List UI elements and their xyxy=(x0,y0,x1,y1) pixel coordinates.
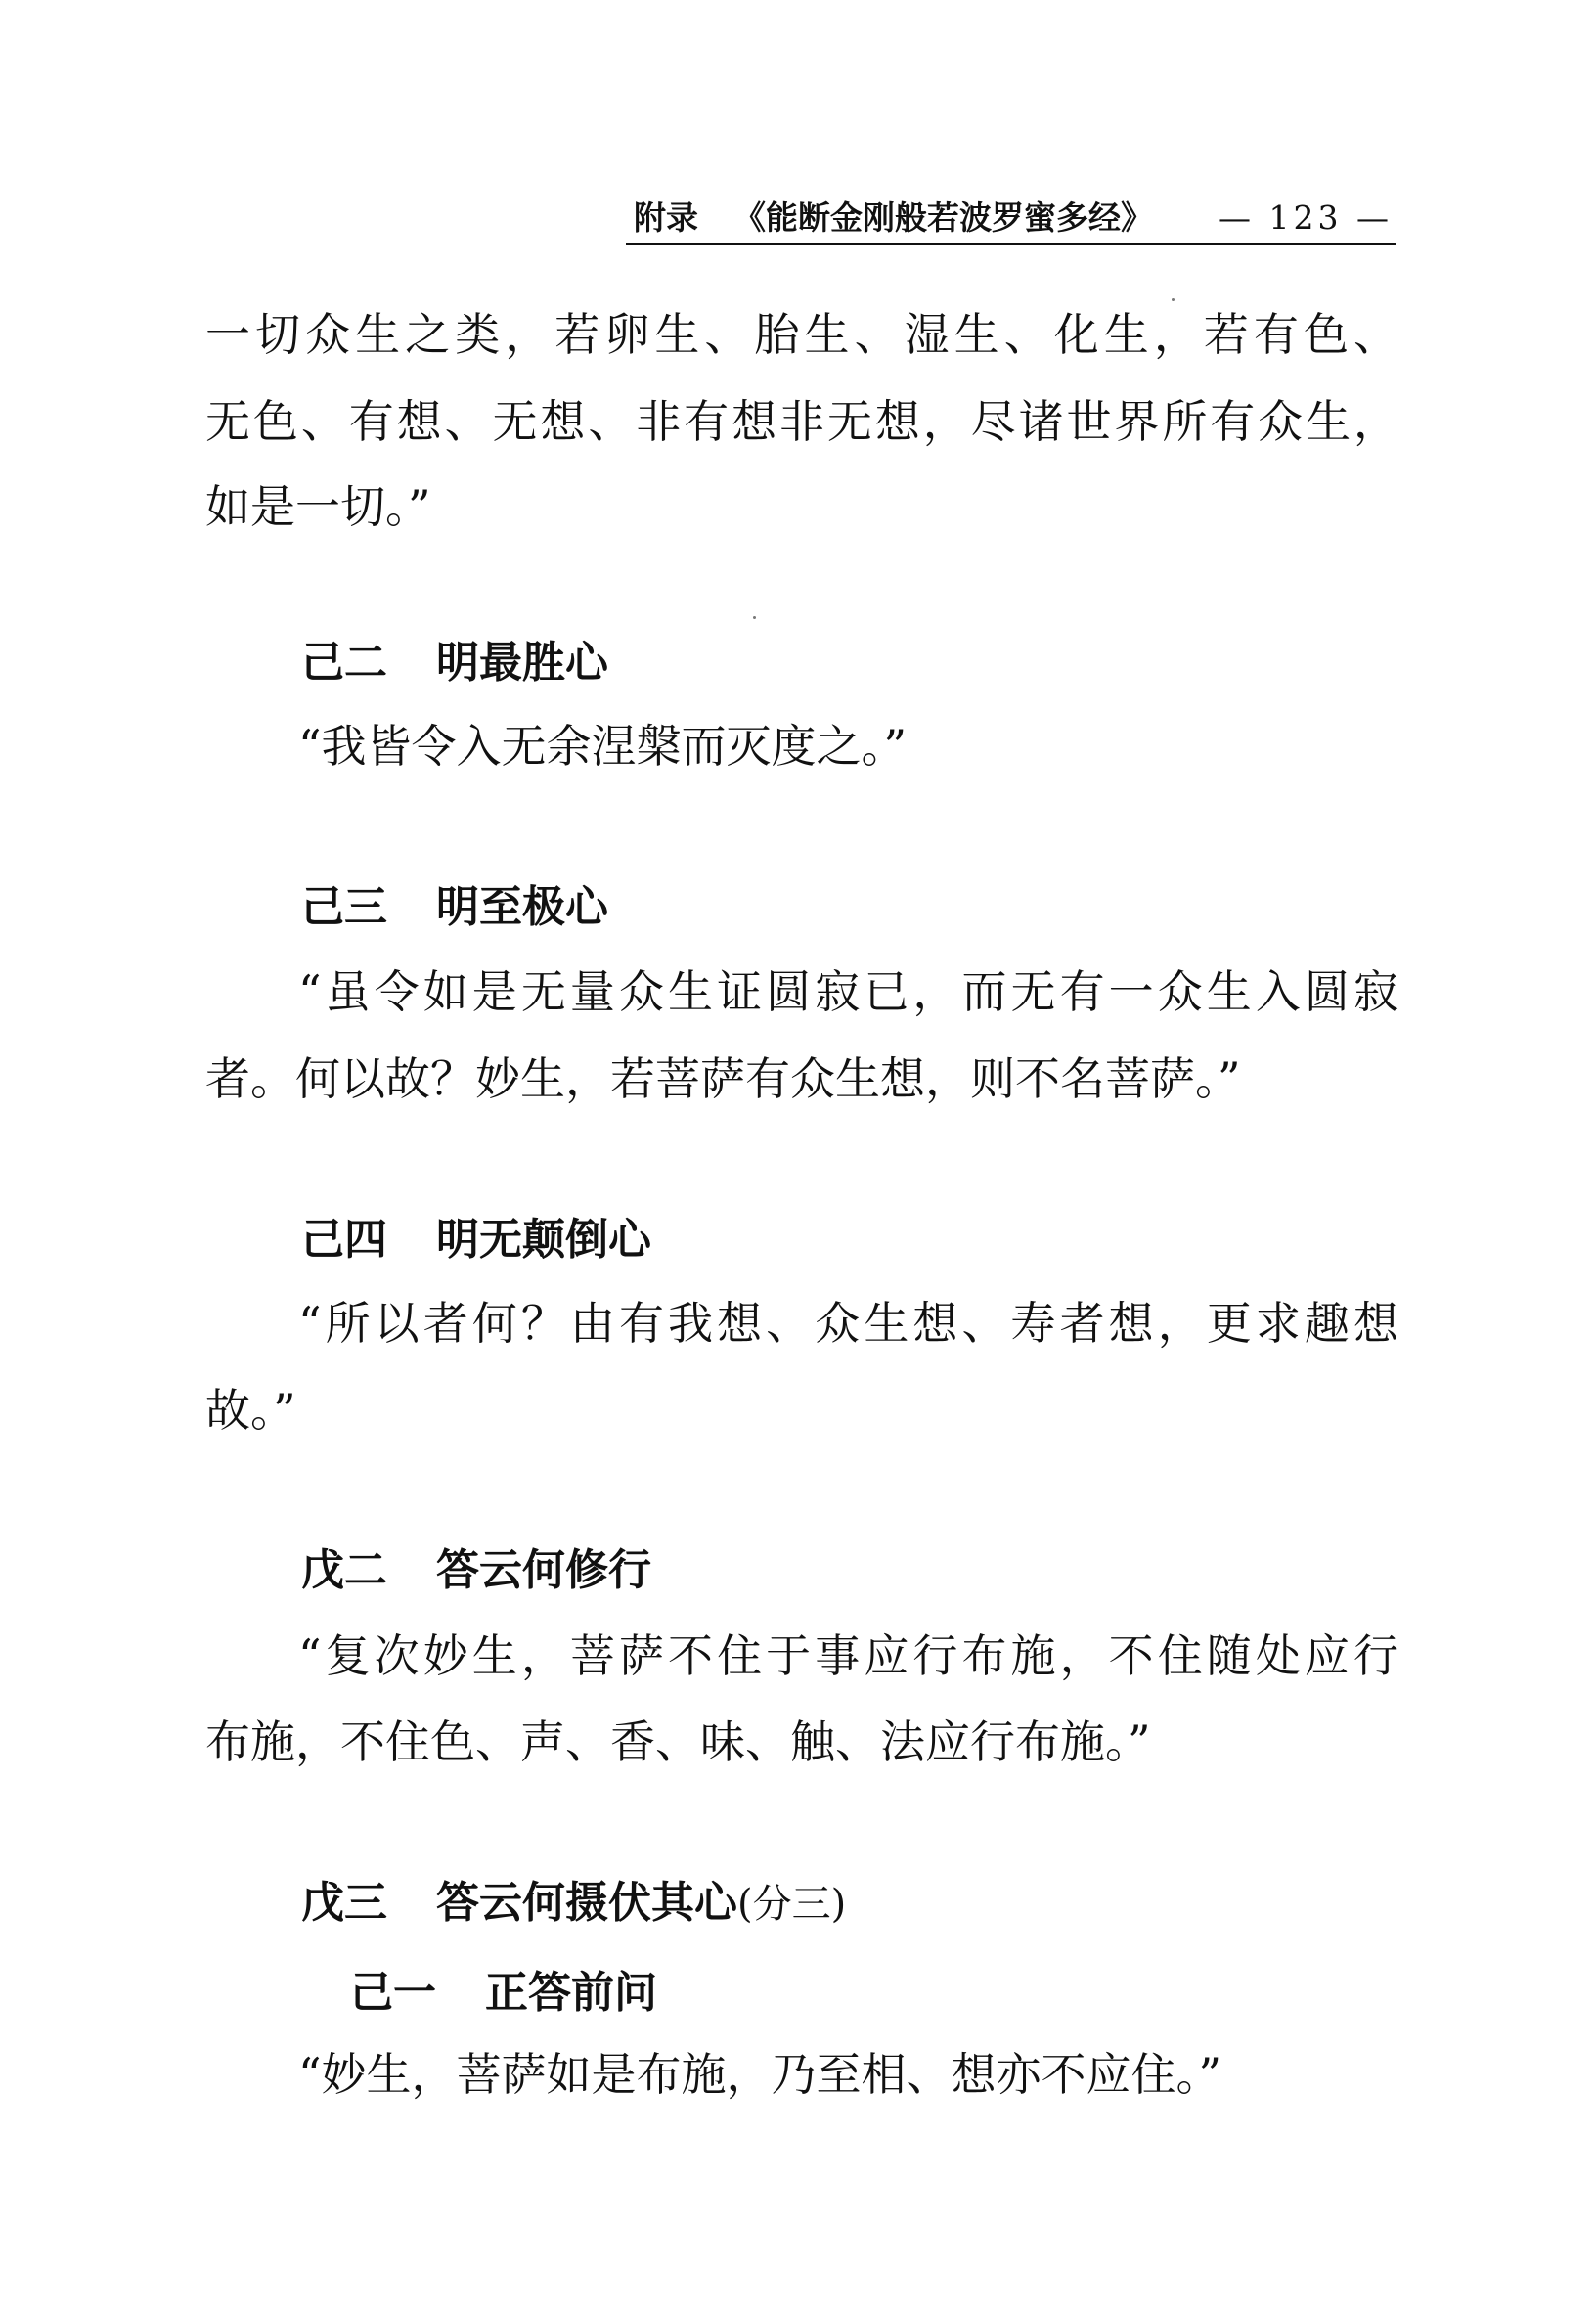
heading-title: 明至极心 xyxy=(436,882,608,932)
heading-number: 戊二 xyxy=(301,1545,387,1595)
header-book-title: 《能断金刚般若波罗蜜多经》 xyxy=(733,199,1153,237)
heading-title: 明最胜心 xyxy=(436,638,608,688)
paragraph-line: “我皆令入无余涅槃而灭度之。” xyxy=(298,720,908,773)
scan-speck xyxy=(1172,298,1175,301)
paragraph-line: “虽令如是无量众生证圆寂已，而无有一众生入圆寂 xyxy=(298,965,1398,1018)
paragraph-line: “复次妙生，菩萨不住于事应行布施，不住随处应行 xyxy=(298,1629,1398,1682)
heading-number: 己三 xyxy=(301,882,387,932)
heading-number: 己一 xyxy=(350,1968,436,2018)
section-heading xyxy=(301,1874,846,1933)
paragraph-line: 一切众生之类，若卵生、胎生、湿生、化生，若有色、 xyxy=(205,308,1398,361)
heading-title: 明无颠倒心 xyxy=(436,1215,651,1265)
subsection-heading xyxy=(350,1964,657,2023)
section-heading xyxy=(301,634,608,692)
paragraph-line: 者。何以故？妙生，若菩萨有众生想，则不名菩萨。” xyxy=(205,1052,1241,1105)
paragraph-line: 如是一切。” xyxy=(205,480,431,533)
header-section-label: 附录 xyxy=(634,199,698,237)
paragraph-line: “所以者何？由有我想、众生想、寿者想，更求趣想 xyxy=(298,1297,1398,1350)
page-number: — 123 — xyxy=(1219,199,1393,237)
paragraph-line: 布施，不住色、声、香、味、触、法应行布施。” xyxy=(205,1715,1151,1768)
heading-title: 答云何摄伏其心 xyxy=(436,1878,737,1928)
running-header xyxy=(626,194,1396,245)
heading-title: 正答前问 xyxy=(485,1968,657,2018)
heading-number: 己四 xyxy=(301,1215,387,1265)
heading-number: 戊三 xyxy=(301,1878,387,1928)
paragraph-line: 故。” xyxy=(205,1384,296,1437)
section-heading xyxy=(301,878,608,937)
scan-speck xyxy=(753,616,756,619)
paragraph-line: “妙生，菩萨如是布施，乃至相、想亦不应住。” xyxy=(298,2048,1222,2101)
heading-title: 答云何修行 xyxy=(436,1545,651,1595)
paragraph-line: 无色、有想、无想、非有想非无想，尽诸世界所有众生， xyxy=(205,395,1398,448)
section-heading xyxy=(301,1211,651,1269)
section-heading xyxy=(301,1541,651,1600)
heading-note: (分三) xyxy=(737,1882,847,1927)
heading-number: 己二 xyxy=(301,638,387,688)
